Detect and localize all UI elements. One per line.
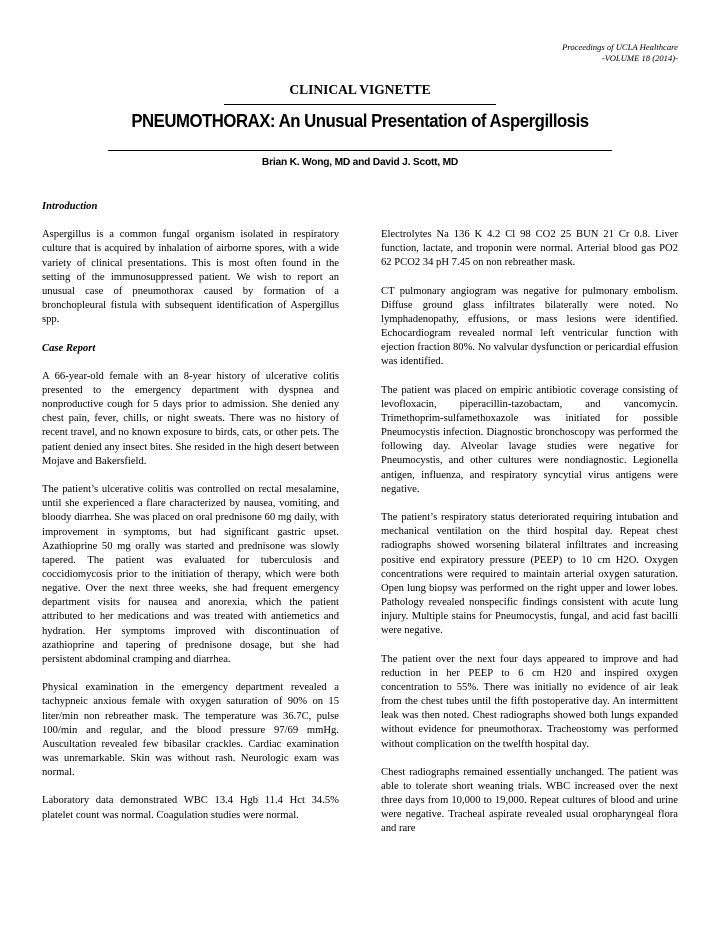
right-paragraph-5: The patient over the next four days appeared to improve and had reduction in her PEEP to 6 cm H20 and inspired oxygen concentration to 55%. There was initially no evidence of air leak from the chest tubes until the fifth postoperative day. An intermittent leak was then noted. Chest radiographs showed both lungs expanded without evidence for pneumothorax. Tracheostomy was performed without complication on the twelfth hospital day.	[381, 653, 678, 750]
journal-volume: -VOLUME 18 (2014)-	[601, 53, 678, 63]
case-paragraph-4: Laboratory data demonstrated WBC 13.4 Hgb 11.4 Hct 34.5% platelet count was normal. Coagulation studies were normal.	[42, 795, 339, 821]
journal-name: Proceedings of UCLA Healthcare	[562, 42, 678, 52]
intro-paragraph: Aspergillus is a common fungal organism isolated in respiratory culture that is acquired by inhalation of airborne spores, with a wide variety of clinical presentations. This is most often found in the setting of the immunosuppressed patient. We wish to report an unusual case of pneumothorax caused by formation of a bronchopleural fistula with subsequent identification of Aspergillus spp.	[42, 229, 339, 326]
case-paragraph-2: The patient’s ulcerative colitis was controlled on rectal mesalamine, until she experienced a flare characterized by nausea, vomiting, and bloody diarrhea. She was placed on oral prednisone 60 mg daily, with improvement in symptoms, but had significant gastric upset. Azathioprine 50 mg orally was started and prednisone was slowly tapered. The patient was evaluated for tuberculosis and coccidiomycosis prior to the initiation of therapy, which were both negative. Over the next three weeks, she had frequent emergency department visits for nausea and anorexia, which the patient attributed to her medications and was treated with antiemetics and hydration. Her symptoms improved with discontinuation of azathioprine and tapering of prednisone dosage, but she had persistent abdominal cramping and diarrhea.	[42, 484, 339, 665]
right-paragraph-4: The patient’s respiratory status deteriorated requiring intubation and mechanical ventilation on the third hospital day. Repeat chest radiographs showed worsening bilateral infiltrates and increasing positive end expiratory pressure (PEEP) to 10 cm H2O. Oxygen concentrations were required to maintain arterial oxygen saturation. Open lung biopsy was performed on the right upper and lower lobes. Pathology revealed nonspecific findings consistent with acute lung injury. Multiple stains for Pneumocystis, fungal, and acid fast bacilli were negative.	[381, 512, 678, 637]
right-column	[381, 228, 678, 851]
right-paragraph-1: Electrolytes Na 136 K 4.2 Cl 98 CO2 25 BUN 21 Cr 0.8. Liver function, lactate, and troponin were normal. Arterial blood gas PO2 62 PCO2 34 pH 7.45 on non rebreather mask.	[381, 229, 678, 269]
right-paragraph-3: The patient was placed on empiric antibiotic coverage consisting of levofloxacin, piperacillin-tazobactam, and vancomycin. Trimethoprim-sulfamethoxazole was initiated for possible Pneumocystis infection. Diagnostic bronchoscopy was performed the following day. Alveolar lavage studies were negative for Pneumocystis, and other cultures were nondiagnostic. Legionella antigen, influenza, and respiratory syncytial virus antigens were negative.	[381, 384, 678, 495]
introduction-heading: Introduction	[42, 201, 98, 212]
right-paragraph-2: CT pulmonary angiogram was negative for pulmonary embolism. Diffuse ground glass infiltrates bilaterally were noted. No lymphadenopathy, effusions, or mass lesions were identified. Echocardiogram revealed normal left ventricular function with ejection fraction 80%. No valvular dysfunction or pericardial effusion was identified.	[381, 285, 678, 368]
right-paragraph-6: Chest radiographs remained essentially unchanged. The patient was able to tolerate short weaning trials. WBC increased over the next three days from 10,000 to 19,000. Repeat cultures of blood and urine were negative. Tracheal aspirate revealed usual oropharyngeal flora and rare	[381, 766, 678, 835]
title-rule-top	[224, 104, 496, 105]
journal-header	[562, 42, 678, 64]
author-line: Brian K. Wong, MD and David J. Scott, MD	[261, 157, 459, 168]
case-paragraph-1: A 66-year-old female with an 8-year history of ulcerative colitis presented to the emergency department with dyspnea and nonproductive cough for 5 days prior to admission. She denied any chest pain, fever, chills, or night sweats. There was no history of recent travel, and no known exposure to birds, cats, or other pets. The patient denied any insect bites. She resided in the high desert between Mojave and Bakersfield.	[42, 370, 339, 467]
paper-title: PNEUMOTHORAX: An Unusual Presentation of Aspergillosis	[131, 111, 589, 131]
case-paragraph-3: Physical examination in the emergency department revealed a tachypneic anxious female with oxygen saturation of 90% on 15 liter/min non rebreather mask. The temperature was 36.7C, pulse 100/min and regular, and the blood pressure 97/69 mmHg. Auscultation revealed few bibasilar crackles. Cardiac examination was unremarkable. Skin was without rash. Neurologic exam was normal.	[42, 682, 339, 779]
case-report-heading: Case Report	[42, 342, 96, 354]
section-label: CLINICAL VIGNETTE	[289, 82, 431, 97]
title-rule-bottom	[108, 150, 612, 151]
left-column	[42, 200, 339, 837]
